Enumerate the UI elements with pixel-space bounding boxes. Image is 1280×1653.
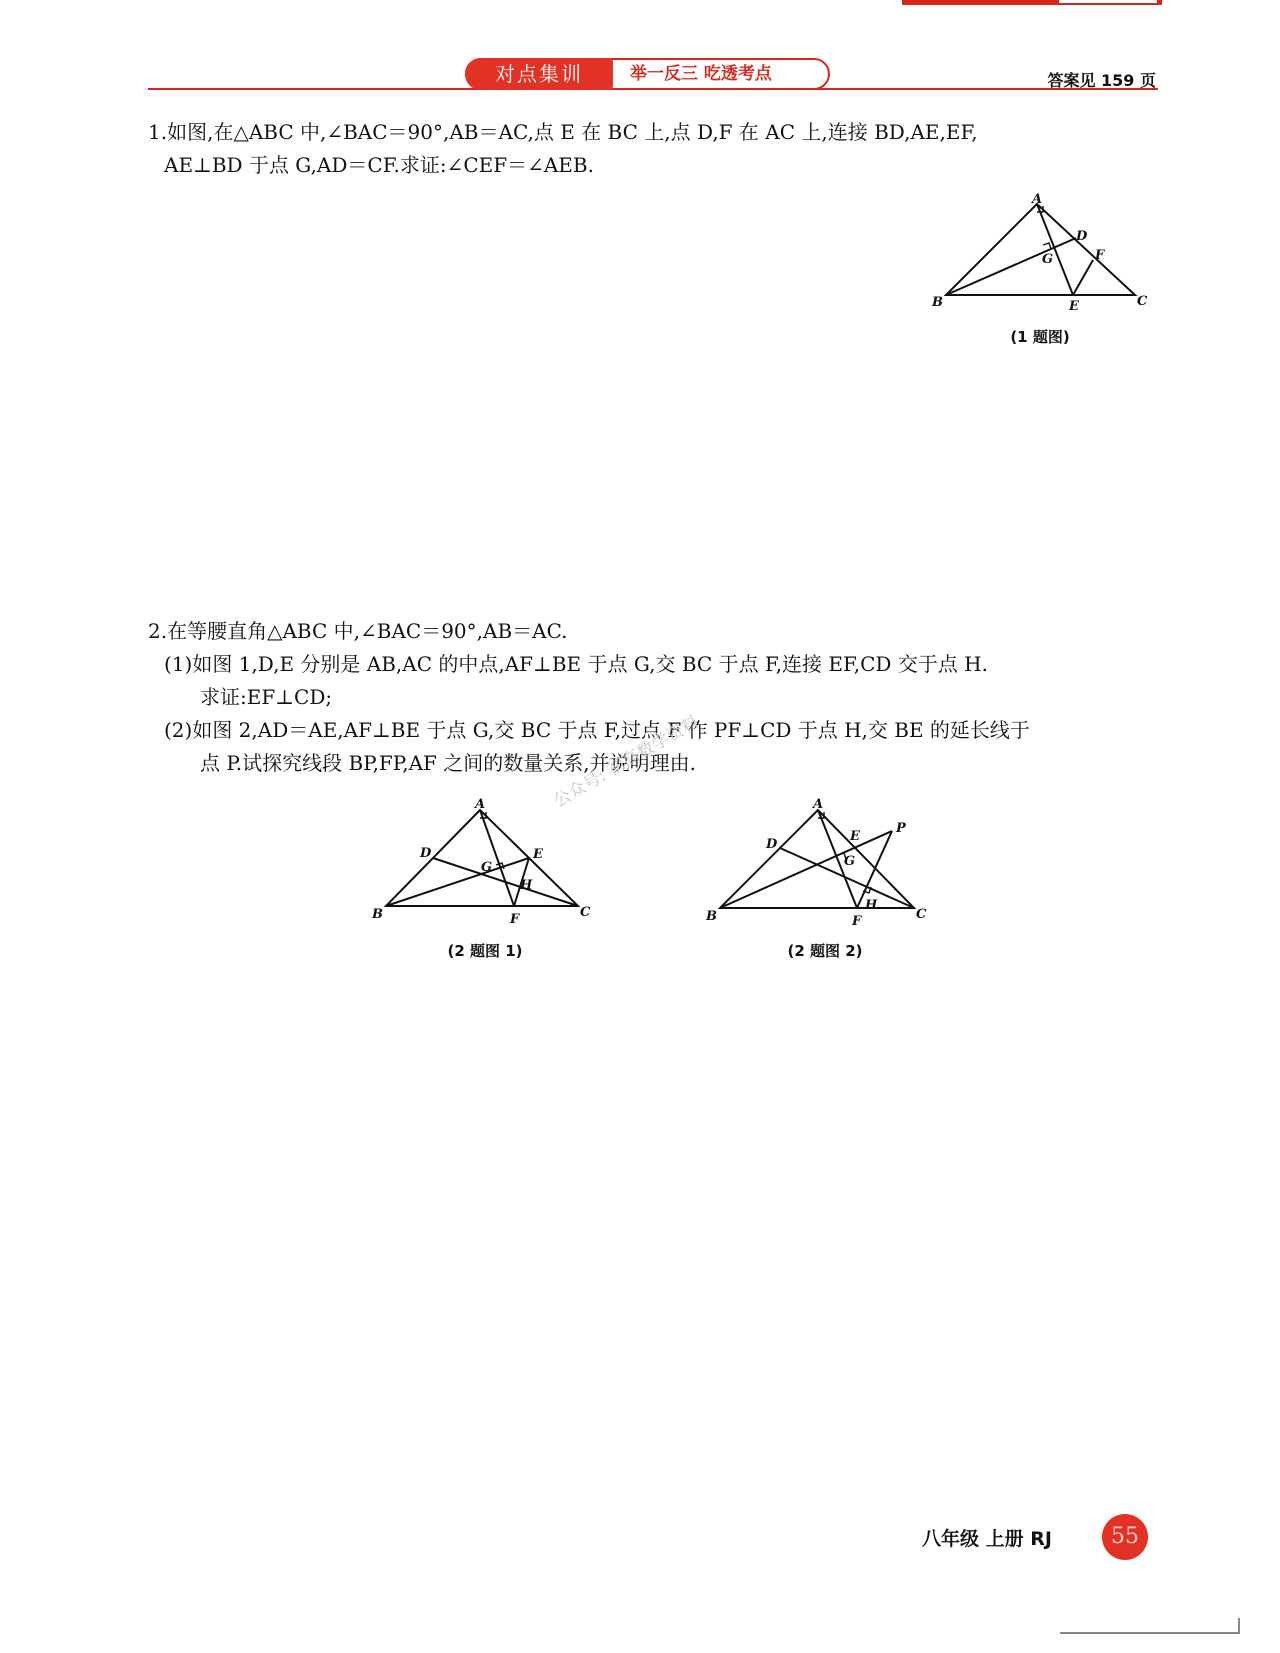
q2f2-label-c: C xyxy=(916,907,927,922)
q2-part2-line-2: 点 P.试探究线段 BP,FP,AF 之间的数量关系,并说明理由. xyxy=(200,751,696,775)
q2f1-label-f: F xyxy=(510,912,520,927)
q2f2-label-a: A xyxy=(813,797,824,812)
q2-part1-line-1: (1)如图 1,D,E 分别是 AB,AC 的中点,AF⊥BE 于点 G,交 BC 于点 F,连接 EF,CD 交于点 H. xyxy=(164,652,988,676)
q2f2-label-d: D xyxy=(766,837,778,852)
q2f2-label-p: P xyxy=(896,821,906,836)
q1-label-g: G xyxy=(1042,252,1054,267)
footer-rule xyxy=(1060,1632,1240,1634)
q2f2-label-b: B xyxy=(706,909,717,924)
q2f1-label-c: C xyxy=(580,905,591,920)
q2f1-label-a: A xyxy=(475,797,486,812)
q2-figure-1-caption: (2 题图 1) xyxy=(447,942,523,960)
footer-grade-label: 八年级 上册 RJ xyxy=(922,1528,1052,1550)
q2f2-label-f: F xyxy=(852,914,862,929)
q1-figure-caption: (1 题图) xyxy=(1010,328,1070,346)
q1-figure xyxy=(930,192,1150,317)
q1-label-b: B xyxy=(932,295,943,310)
q1-line-1: 1.如图,在△ABC 中,∠BAC＝90°,AB＝AC,点 E 在 BC 上,点 D,F 在 AC 上,连接 BD,AE,EF, xyxy=(148,120,978,144)
q1-label-d: D xyxy=(1076,229,1088,244)
q2-figure-1 xyxy=(368,796,598,931)
footer-corner-mark xyxy=(1238,1618,1240,1632)
question-1 xyxy=(148,116,1168,182)
q2f1-label-d: D xyxy=(420,846,432,861)
section-subtitle: 举一反三 吃透考点 xyxy=(630,64,772,84)
q1-line-2: AE⊥BD 于点 G,AD＝CF.求证:∠CEF＝∠AEB. xyxy=(164,153,594,177)
q1-label-a: A xyxy=(1032,192,1043,207)
section-title: 对点集训 xyxy=(465,58,613,90)
q2f1-label-h: H xyxy=(520,878,533,893)
q2f1-label-e: E xyxy=(533,847,543,862)
q2f1-label-b: B xyxy=(372,907,383,922)
answer-reference: 答案见 159 页 xyxy=(1047,71,1156,90)
q2-line-1: 2.在等腰直角△ABC 中,∠BAC＝90°,AB＝AC. xyxy=(148,619,568,643)
q2f2-label-e: E xyxy=(850,829,860,844)
q1-label-c: C xyxy=(1137,294,1148,309)
q2-figure-2-caption: (2 题图 2) xyxy=(787,942,863,960)
q2-part2-line-1: (2)如图 2,AD＝AE,AF⊥BE 于点 G,交 BC 于点 F,过点 F 作 PF⊥CD 于点 H,交 BE 的延长线于 xyxy=(164,718,1030,742)
q2f1-label-g: G xyxy=(481,860,493,875)
watermark: 公众号: 初高数学资料 xyxy=(550,712,703,812)
q2f2-label-h: H xyxy=(865,898,878,913)
top-tab-frame xyxy=(1058,0,1158,4)
q2f2-label-g: G xyxy=(844,854,856,869)
q2-part1-line-2: 求证:EF⊥CD; xyxy=(200,685,333,709)
page-number-badge: 55 xyxy=(1102,1514,1148,1560)
q2-figure-2 xyxy=(700,796,940,931)
q1-label-e: E xyxy=(1069,299,1079,314)
q1-label-f: F xyxy=(1095,248,1105,263)
